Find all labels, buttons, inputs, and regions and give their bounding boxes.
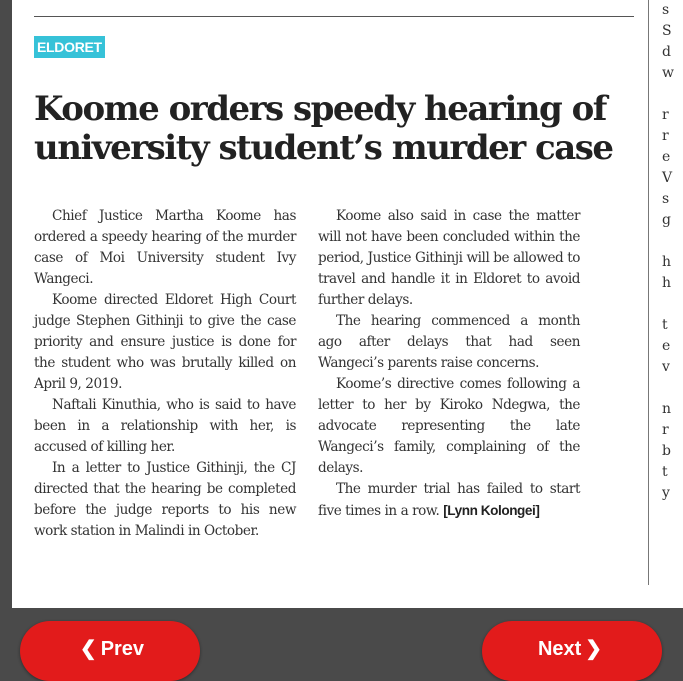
fragment-char (662, 84, 683, 105)
fragment-char: b (662, 443, 671, 459)
column-divider (648, 0, 649, 585)
article-column-2 (318, 206, 580, 522)
fragment-char: v (662, 359, 670, 375)
fragment-char: h (662, 275, 672, 291)
paragraph: Naftali Kinuthia, who is said to have been in a relationship with her, is accused of killing her. (34, 397, 296, 455)
fragment-char: r (662, 107, 669, 123)
fragment-char: e (662, 338, 671, 354)
fragment-char: t (662, 317, 668, 333)
fragment-char: w (662, 65, 674, 81)
fragment-char: e (662, 149, 671, 165)
paragraph: The hearing commenced a month ago after delays that had seen Wangeci’s parents raise concerns. (318, 313, 580, 371)
fragment-char (662, 294, 683, 315)
fragment-char: s (662, 2, 670, 18)
fragment-char: d (662, 44, 671, 60)
byline: [Lynn Kolongei] (443, 503, 540, 518)
fragment-char: V (662, 170, 673, 186)
fragment-char: S (662, 23, 672, 39)
paragraph: Koome’s directive comes following a letter to her by Kiroko Ndegwa, the advocate representing the late Wangeci’s family, complaining of the delays. (318, 376, 580, 476)
fragment-char: y (662, 485, 670, 501)
paragraph-last (318, 479, 580, 522)
top-rule (34, 16, 634, 17)
chevron-left-icon: ❮ (79, 638, 97, 660)
paragraph: Koome also said in case the matter will not have been concluded within the period, Justice Githinji will be allowed to travel and handle it in Eldoret to avoid further delays. (318, 208, 580, 308)
next-button[interactable] (482, 621, 662, 681)
prev-label: Prev (100, 638, 145, 660)
fragment-char: h (662, 254, 672, 270)
prev-button[interactable] (20, 621, 200, 681)
chevron-right-icon: ❯ (585, 638, 603, 660)
fragment-char: r (662, 128, 669, 144)
fragment-char (662, 378, 683, 399)
article-headline: Koome orders speedy hearing of university student’s murder case (34, 89, 613, 168)
section-tag: ELDORET (34, 36, 105, 58)
adjacent-column-fragment (662, 0, 683, 504)
paragraph: In a letter to Justice Githinji, the CJ directed that the hearing be completed before the judge reports to his new work station in Malindi in October. (34, 460, 296, 539)
article-column-1 (34, 206, 296, 542)
fragment-char (662, 231, 683, 252)
fragment-char: n (662, 401, 672, 417)
newspaper-page (12, 0, 683, 608)
next-label: Next (537, 638, 582, 660)
fragment-char: r (662, 422, 669, 438)
fragment-char: s (662, 191, 670, 207)
fragment-char: t (662, 464, 668, 480)
fragment-char: g (662, 212, 671, 228)
paragraph: Chief Justice Martha Koome has ordered a speedy hearing of the murder case of Moi University student Ivy Wangeci. (34, 208, 296, 287)
last-paragraph-text: The murder trial has failed to start five times in a row. (318, 481, 580, 519)
paragraph: Koome directed Eldoret High Court judge Stephen Githinji to give the case priority and ensure justice is done for the student who was brutally killed on April 9, 2019. (34, 292, 296, 392)
